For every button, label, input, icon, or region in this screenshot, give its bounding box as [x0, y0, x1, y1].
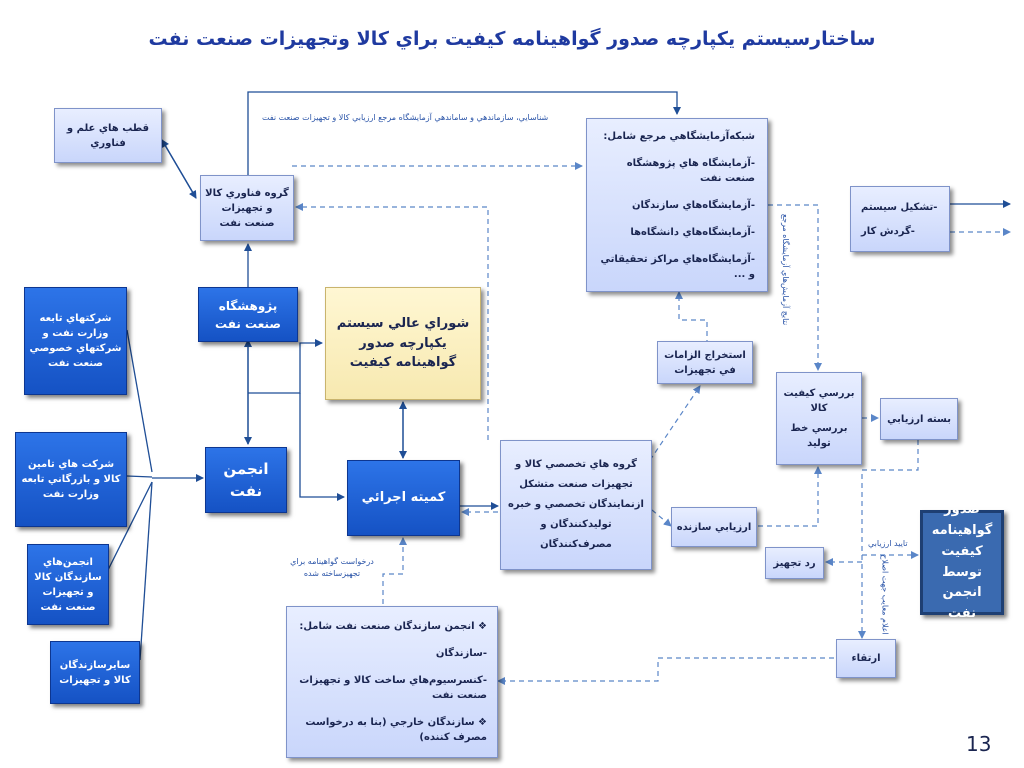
list-item: ❖ انجمن سازندگان صنعت نفت شامل:	[299, 621, 487, 632]
list-item: ❖ سازندگان خارجي (بنا به درخواست مصرف كننده)	[305, 717, 487, 743]
ripi-box: پژوهشگاه صنعت نفت	[198, 287, 298, 342]
extract-requirements-box: استخراج الزامات في تجهيزات	[657, 341, 753, 384]
legend-solid-label: -تشكيل سيستم	[861, 201, 938, 213]
manufacturers-assoc-box	[286, 606, 498, 758]
exec-committee-box: كميته اجرائي	[347, 460, 460, 536]
lab-network-heading: شبكه‌آزمايشگاهي مرجع شامل:	[603, 130, 755, 142]
supply-companies-box: شركت هاي تامين كالا و بازرگاني تابعه وزارت نفت	[15, 432, 127, 527]
certificate-request-label: درخواست گواهينامه براي تجهيزساخته شده	[290, 557, 374, 578]
reject-equipment-box: رد تجهيز	[765, 547, 824, 579]
list-item: -آزمايشگاه‌هاي سازندگان	[631, 199, 755, 211]
line-check-label: بررسي خط توليد	[790, 423, 848, 450]
upgrade-box: ارتقاء	[836, 639, 896, 678]
lab-identification-label: شناسايي، سازماندهي و ساماندهي آزمايشگاه مرجع ارزيابي كالا و تجهيزات صنعت نفت	[262, 113, 549, 122]
list-item: -كنسرسيوم‌هاي ساخت كالا و تجهيزات صنعت نفت	[299, 675, 487, 701]
quality-review-box	[776, 372, 862, 465]
specialist-groups-box: گروه هاي تخصصي كالا و تجهيزات صنعت متشكل ازنمايندگان تخصصي و خبره توليدكنندگان و مصرف‌كنندگان	[500, 440, 652, 570]
quality-check-label: بررسي كيفيت كالا	[783, 387, 855, 414]
science-poles-box: قطب هاي علم و فناوري	[54, 108, 162, 163]
page-title: ساختارسيستم يكپارچه صدور گواهينامه كيفيت براي كالا وتجهيزات صنعت نفت	[148, 28, 876, 50]
lab-network-box	[586, 118, 768, 292]
legend-dashed-label: -گردش كار	[861, 225, 915, 237]
eval-package-box: بسته ارزيابي	[880, 398, 958, 440]
companies-ministry-box: شركتهاي تابعه وزارت نفت و شركتهاي خصوصي صنعت نفت	[24, 287, 127, 395]
list-item: -آزمايشگاه هاي پژوهشگاه صنعت نفت	[626, 157, 755, 184]
list-item: -آزمايشگاه‌هاي مراكز تحقيقاتي و ...	[600, 253, 755, 280]
lab-results-label: نتايج آزمايش‌هاي آزمايشگاه مرجع	[781, 213, 791, 326]
other-manufacturers-box: سايرسازندگان كالا و تجهيزات	[50, 641, 140, 704]
deficiency-notice-label: اعلام معايب جهت اصلاح	[880, 554, 890, 635]
eval-approval-label: تاييد ارزيابي	[868, 539, 908, 548]
association-box: انجمن نفت	[205, 447, 287, 513]
high-council-box: شوراي عالي سيستم يكپارچه صدور گواهينامه كيفيت	[325, 287, 481, 400]
legend-box	[850, 186, 950, 252]
list-item: -آزمايشگاه‌هاي دانشگاه‌ها	[630, 226, 755, 238]
manufacturer-assocs-box: انجمن‌هاي سازندگان كالا و تجهيزات صنعت نفت	[27, 544, 109, 625]
page-number: 13	[966, 732, 992, 756]
manufacturer-eval-box: ارزيابي سازنده	[671, 507, 757, 547]
tech-group-box: گروه فناوري كالا و تجهيزات صنعت نفت	[200, 175, 294, 241]
certificate-issue-box: صدور گواهينامه كيفيت توسط انجمن نفت	[920, 510, 1004, 615]
list-item: -سازندگان	[435, 648, 487, 659]
